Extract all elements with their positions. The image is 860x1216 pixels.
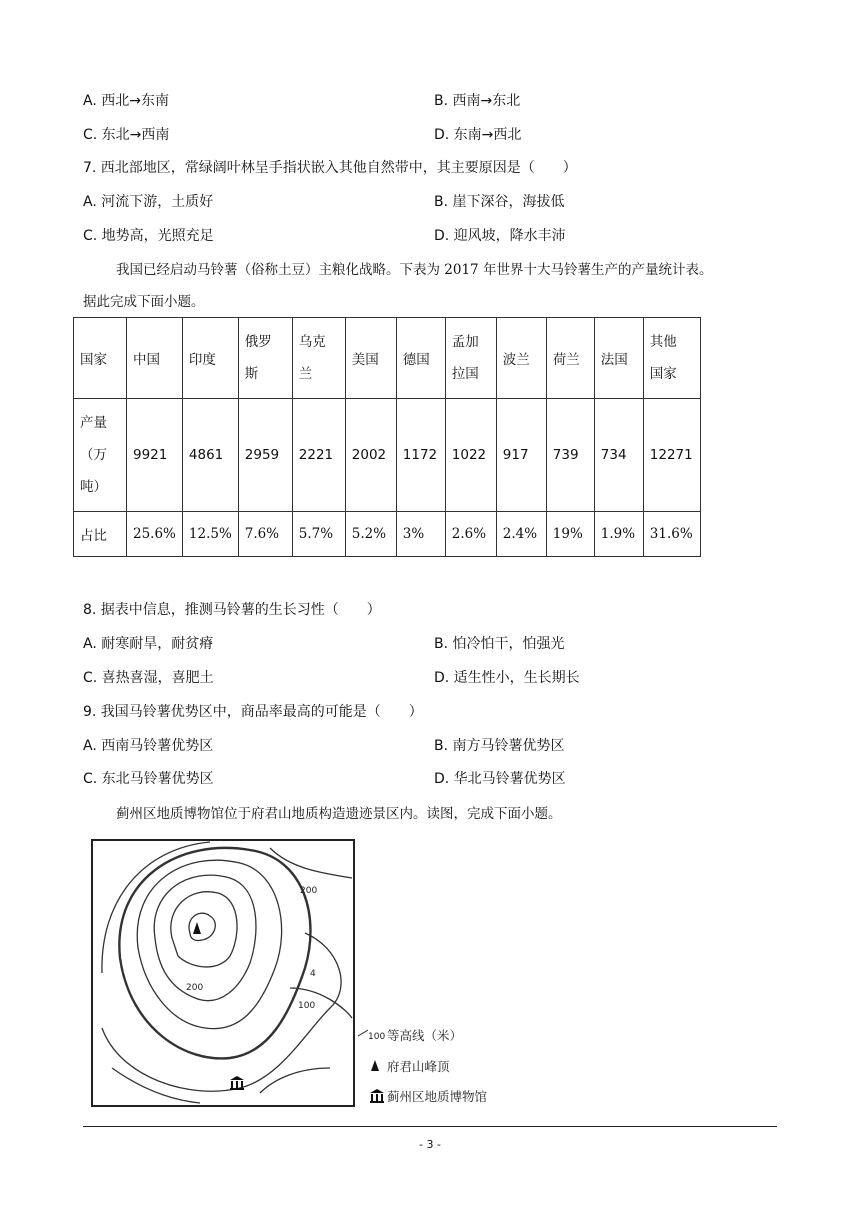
country-cell: 波兰 xyxy=(496,318,546,399)
q9-option-c: C. 东北马铃薯优势区 xyxy=(83,771,214,787)
q7-option-a: A. 河流下游，土质好 xyxy=(83,194,214,210)
share-cell: 12.5% xyxy=(182,512,238,557)
contour-map xyxy=(90,838,530,1118)
contour-label: 200 xyxy=(300,886,318,896)
row-header-country: 国家 xyxy=(74,318,127,399)
output-cell: 917 xyxy=(496,399,546,512)
q6-option-a: A. 西北→东南 xyxy=(83,93,169,109)
output-cell: 9921 xyxy=(127,399,183,512)
share-cell: 31.6% xyxy=(643,512,700,557)
legend-contour-symbol xyxy=(358,1030,368,1036)
q9-option-a: A. 西南马铃薯优势区 xyxy=(83,738,214,754)
country-cell: 荷兰 xyxy=(546,318,594,399)
output-cell: 1022 xyxy=(445,399,496,512)
country-cell: 其他 国家 xyxy=(643,318,700,399)
output-cell: 12271 xyxy=(643,399,700,512)
output-cell: 739 xyxy=(546,399,594,512)
share-cell: 5.2% xyxy=(345,512,396,557)
country-row xyxy=(74,318,701,399)
share-cell: 3% xyxy=(396,512,445,557)
legend-contour-value: 100 xyxy=(368,1032,386,1042)
potato-production-table xyxy=(73,317,701,557)
share-cell: 2.4% xyxy=(496,512,546,557)
output-cell: 2221 xyxy=(292,399,345,512)
page-number: - 3 - xyxy=(419,1138,441,1151)
output-cell: 734 xyxy=(594,399,643,512)
museum-icon xyxy=(230,1076,244,1090)
footer-rule xyxy=(83,1126,777,1127)
share-cell: 7.6% xyxy=(238,512,292,557)
legend-peak-icon xyxy=(371,1060,379,1071)
row-header-share: 占比 xyxy=(74,512,127,557)
country-cell: 德国 xyxy=(396,318,445,399)
output-cell: 2002 xyxy=(345,399,396,512)
contour-label: 100 xyxy=(298,1001,316,1011)
q9-stem: 9. 我国马铃薯优势区中，商品率最高的可能是（ ） xyxy=(83,704,423,720)
output-cell: 4861 xyxy=(182,399,238,512)
peak-icon xyxy=(193,922,201,934)
potato-intro-line1: 我国已经启动马铃薯（俗称土豆）主粮化战略。下表为 2017 年世界十大马铃薯生产的产量统计表。 xyxy=(116,262,713,278)
q9-option-b: B. 南方马铃薯优势区 xyxy=(434,738,565,754)
legend-museum-icon xyxy=(370,1089,384,1103)
q6-option-d: D. 东南→西北 xyxy=(434,127,522,143)
country-cell: 孟加 拉国 xyxy=(445,318,496,399)
q7-option-b: B. 崖下深谷，海拔低 xyxy=(434,194,565,210)
country-cell: 印度 xyxy=(182,318,238,399)
q6-option-b: B. 西南→东北 xyxy=(434,93,521,109)
country-cell: 乌克 兰 xyxy=(292,318,345,399)
q8-option-c: C. 喜热喜湿，喜肥土 xyxy=(83,670,214,686)
legend-museum-label: 蓟州区地质博物馆 xyxy=(387,1089,488,1104)
share-row xyxy=(74,512,701,557)
map-legend xyxy=(358,1028,488,1104)
output-cell: 1172 xyxy=(396,399,445,512)
output-row xyxy=(74,399,701,512)
q8-option-b: B. 怕冷怕干，怕强光 xyxy=(434,636,565,652)
q7-stem: 7. 西北部地区，常绿阔叶林呈手指状嵌入其他自然带中，其主要原因是（ ） xyxy=(83,160,577,176)
q7-option-c: C. 地势高，光照充足 xyxy=(83,228,214,244)
share-cell: 19% xyxy=(546,512,594,557)
q8-option-a: A. 耐寒耐旱，耐贫瘠 xyxy=(83,636,214,652)
share-cell: 1.9% xyxy=(594,512,643,557)
country-cell: 俄罗 斯 xyxy=(238,318,292,399)
country-cell: 法国 xyxy=(594,318,643,399)
share-cell: 2.6% xyxy=(445,512,496,557)
legend-contour-label: 等高线（米） xyxy=(387,1028,463,1043)
museum-intro: 蓟州区地质博物馆位于府君山地质构造遗迹景区内。读图，完成下面小题。 xyxy=(116,806,562,822)
row-header-output: 产量 （万 吨） xyxy=(74,399,127,512)
share-cell: 5.7% xyxy=(292,512,345,557)
contour-label: 4 xyxy=(310,969,316,979)
contour-label: 200 xyxy=(186,983,204,993)
q6-option-c: C. 东北→西南 xyxy=(83,127,170,143)
q8-option-d: D. 适生性小，生长期长 xyxy=(434,670,580,686)
share-cell: 25.6% xyxy=(127,512,183,557)
output-cell: 2959 xyxy=(238,399,292,512)
q8-stem: 8. 据表中信息，推测马铃薯的生长习性（ ） xyxy=(83,602,381,618)
q7-option-d: D. 迎风坡，降水丰沛 xyxy=(434,228,566,244)
legend-peak-label: 府君山峰顶 xyxy=(387,1059,450,1074)
potato-intro-line2: 据此完成下面小题。 xyxy=(83,294,205,310)
country-cell: 中国 xyxy=(127,318,183,399)
q9-option-d: D. 华北马铃薯优势区 xyxy=(434,771,566,787)
country-cell: 美国 xyxy=(345,318,396,399)
